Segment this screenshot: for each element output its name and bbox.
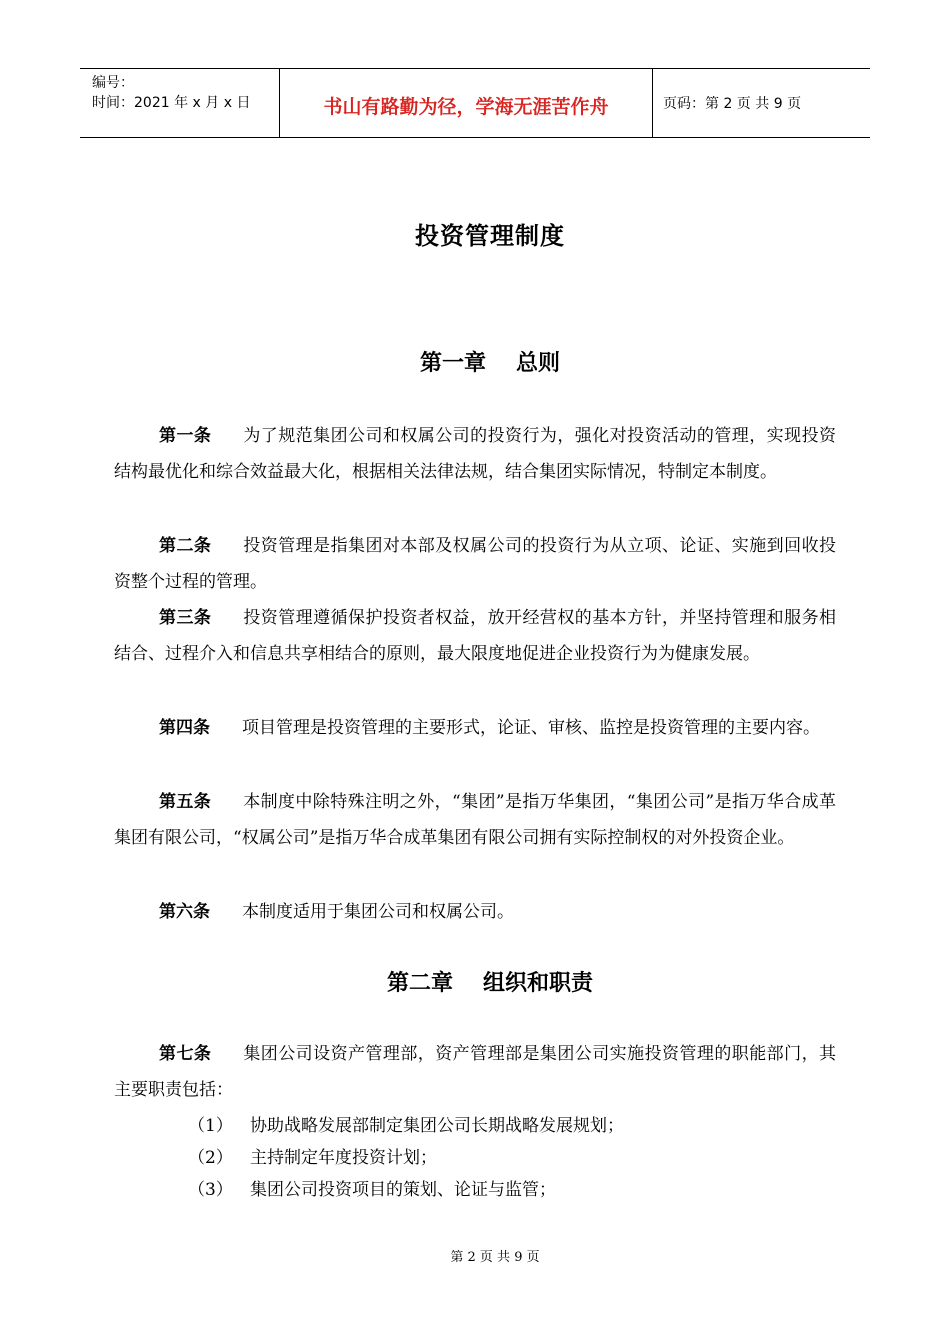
article-label: 第五条 bbox=[159, 792, 212, 812]
list-item bbox=[188, 1108, 624, 1144]
chapter-2-heading bbox=[0, 966, 950, 997]
chapter-1-name: 总则 bbox=[516, 351, 561, 376]
article-text: 项目管理是投资管理的主要形式，论证、审核、监控是投资管理的主要内容。 bbox=[242, 718, 820, 738]
list-item-text: 主持制定年度投资计划； bbox=[250, 1148, 437, 1168]
article-1 bbox=[114, 418, 836, 490]
article-label: 第四条 bbox=[159, 718, 210, 738]
article-text: 集团公司设资产管理部，资产管理部是集团公司实施投资管理的职能部门，其主要职责包括： bbox=[114, 1044, 837, 1100]
list-item bbox=[188, 1140, 437, 1176]
header-meta bbox=[80, 69, 280, 137]
chapter-1-heading bbox=[0, 346, 950, 377]
article-label: 第二条 bbox=[159, 536, 212, 556]
article-text: 本制度适用于集团公司和权属公司。 bbox=[242, 902, 514, 922]
list-item-number: （3） bbox=[188, 1180, 233, 1200]
article-6 bbox=[114, 894, 836, 930]
header-page-info: 页码：第 2 页 共 9 页 bbox=[663, 96, 802, 112]
page-footer: 第 2 页 共 9 页 bbox=[450, 1250, 540, 1265]
article-7 bbox=[114, 1036, 836, 1108]
page-header bbox=[80, 68, 870, 138]
article-label: 第六条 bbox=[159, 902, 210, 922]
chapter-2-name: 组织和职责 bbox=[483, 971, 594, 996]
list-item bbox=[188, 1172, 556, 1208]
article-label: 第三条 bbox=[159, 608, 212, 628]
article-3 bbox=[114, 600, 836, 672]
header-motto: 书山有路勤为径，学海无涯苦作舟 bbox=[280, 69, 653, 137]
article-text: 为了规范集团公司和权属公司的投资行为，强化对投资活动的管理，实现投资结构最优化和综合效益最大化，根据相关法律法规，结合集团实际情况，特制定本制度。 bbox=[114, 426, 837, 482]
chapter-2-number: 第二章 bbox=[386, 971, 453, 996]
article-text: 本制度中除特殊注明之外，“集团”是指万华集团，“集团公司”是指万华合成革集团有限公司，“权属公司”是指万华合成革集团有限公司拥有实际控制权的对外投资企业。 bbox=[114, 792, 836, 848]
article-2 bbox=[114, 528, 836, 600]
article-text: 投资管理是指集团对本部及权属公司的投资行为从立项、论证、实施到回收投资整个过程的管理。 bbox=[114, 536, 837, 592]
article-label: 第一条 bbox=[159, 426, 212, 446]
list-item-number: （2） bbox=[188, 1148, 233, 1168]
article-label: 第七条 bbox=[159, 1044, 212, 1064]
article-4 bbox=[114, 710, 836, 746]
chapter-1-number: 第一章 bbox=[419, 351, 486, 376]
article-5 bbox=[114, 784, 836, 856]
list-item-text: 协助战略发展部制定集团公司长期战略发展规划； bbox=[250, 1116, 624, 1136]
list-item-number: （1） bbox=[188, 1116, 233, 1136]
document-title: 投资管理制度 bbox=[415, 222, 565, 250]
list-item-text: 集团公司投资项目的策划、论证与监管； bbox=[250, 1180, 556, 1200]
article-text: 投资管理遵循保护投资者权益，放开经营权的基本方针，并坚持管理和服务相结合、过程介入和信息共享相结合的原则，最大限度地促进企业投资行为为健康发展。 bbox=[114, 608, 837, 664]
doc-number-label: 编号： bbox=[92, 75, 134, 91]
doc-time-label: 时间：2021 年 x 月 x 日 bbox=[92, 95, 251, 111]
